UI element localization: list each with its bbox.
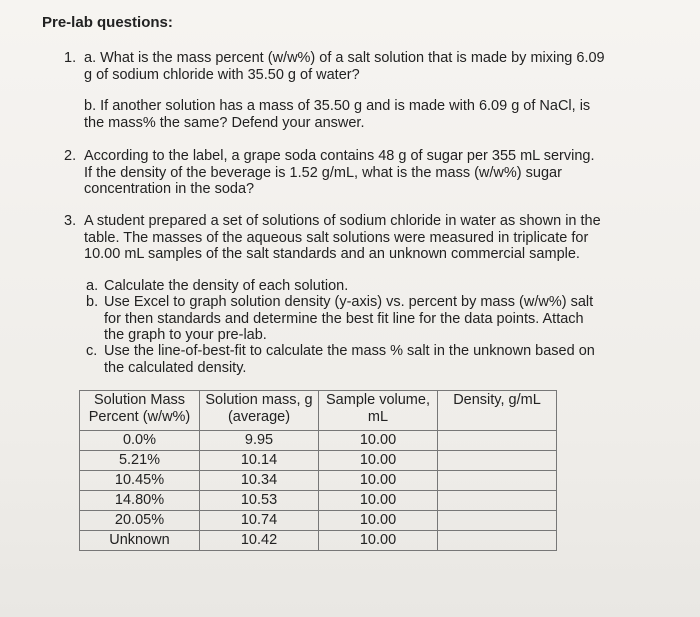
cell-sample-volume: 10.00	[319, 431, 438, 451]
cell-solution-mass: 10.42	[200, 531, 319, 551]
cell-sample-volume: 10.00	[319, 491, 438, 511]
header-density	[438, 391, 557, 431]
question-3c-line-1: Use the line-of-best-fit to calculate the mass % salt in the unknown based on	[104, 343, 595, 359]
question-1b	[84, 98, 590, 131]
cell-mass-percent: 14.80%	[80, 491, 200, 511]
question-3b	[104, 294, 593, 344]
question-2-line-1: According to the label, a grape soda contains 48 g of sugar per 355 mL serving.	[84, 148, 595, 164]
question-1b-line-1: b. If another solution has a mass of 35.50 g and is made with 6.09 g of NaCl, is	[84, 98, 591, 114]
question-3c-letter: c.	[86, 343, 98, 359]
header-density-line-1: Density, g/mL	[453, 392, 541, 408]
question-3c	[104, 343, 595, 376]
cell-density	[438, 511, 557, 531]
header-mass-percent-line-2: Percent (w/w%)	[88, 409, 191, 425]
cell-mass-percent: 0.0%	[80, 431, 200, 451]
cell-solution-mass: 9.95	[200, 431, 319, 451]
cell-solution-mass: 10.34	[200, 471, 319, 491]
table-row	[80, 471, 557, 491]
header-mass-percent	[80, 391, 200, 431]
question-3b-line-3: the graph to your pre-lab.	[104, 327, 267, 343]
header-sample-volume	[319, 391, 438, 431]
question-3	[84, 213, 601, 263]
cell-mass-percent: 5.21%	[80, 451, 200, 471]
header-solution-mass-line-1: Solution mass, g	[205, 392, 313, 408]
page-title: Pre-lab questions:	[42, 14, 173, 31]
cell-mass-percent: 20.05%	[80, 511, 200, 531]
question-3-number: 3.	[64, 213, 77, 229]
solutions-table	[79, 390, 557, 551]
question-3-line-2: table. The masses of the aqueous salt solutions were measured in triplicate for	[84, 229, 589, 246]
question-3b-line-2: for then standards and determine the best fit line for the data points. Attach	[104, 310, 584, 327]
question-2-number: 2.	[64, 148, 77, 164]
header-solution-mass	[200, 391, 319, 431]
question-1a-line-2: g of sodium chloride with 35.50 g of water?	[84, 66, 360, 83]
question-3-line-3: 10.00 mL samples of the salt standards and an unknown commercial sample.	[84, 246, 580, 262]
cell-density	[438, 491, 557, 511]
question-3a	[104, 278, 348, 295]
cell-sample-volume: 10.00	[319, 511, 438, 531]
question-1a	[84, 50, 605, 83]
cell-density	[438, 471, 557, 491]
table-row	[80, 531, 557, 551]
cell-solution-mass: 10.74	[200, 511, 319, 531]
cell-solution-mass: 10.53	[200, 491, 319, 511]
question-1a-line-1: a. What is the mass percent (w/w%) of a salt solution that is made by mixing 6.09	[84, 50, 605, 66]
cell-density	[438, 451, 557, 471]
header-mass-percent-line-1: Solution Mass	[93, 392, 186, 408]
question-3a-line-1: Calculate the density of each solution.	[104, 278, 349, 294]
question-3b-letter: b.	[86, 294, 99, 310]
table-row	[80, 431, 557, 451]
cell-sample-volume: 10.00	[319, 451, 438, 471]
table-row	[80, 491, 557, 511]
question-1b-line-2: the mass% the same? Defend your answer.	[84, 114, 365, 131]
table-row	[80, 511, 557, 531]
table-header-row	[80, 391, 557, 431]
cell-mass-percent: 10.45%	[80, 471, 200, 491]
question-3a-letter: a.	[86, 278, 99, 294]
question-2-line-2: If the density of the beverage is 1.52 g/mL, what is the mass (w/w%) sugar	[84, 164, 562, 181]
question-1-number: 1.	[64, 50, 77, 66]
table-row	[80, 451, 557, 471]
question-3b-line-1: Use Excel to graph solution density (y-axis) vs. percent by mass (w/w%) salt	[104, 294, 594, 310]
cell-density	[438, 431, 557, 451]
header-sample-volume-line-1: Sample volume,	[326, 392, 430, 408]
header-sample-volume-line-2: mL	[367, 409, 389, 425]
cell-sample-volume: 10.00	[319, 471, 438, 491]
question-2-line-3: concentration in the soda?	[84, 181, 255, 197]
header-solution-mass-line-2: (average)	[227, 409, 291, 425]
cell-solution-mass: 10.14	[200, 451, 319, 471]
cell-mass-percent: Unknown	[80, 531, 200, 551]
cell-density	[438, 531, 557, 551]
question-2	[84, 148, 595, 198]
question-3-line-1: A student prepared a set of solutions of sodium chloride in water as shown in the	[84, 213, 601, 229]
question-3c-line-2: the calculated density.	[104, 359, 247, 376]
cell-sample-volume: 10.00	[319, 531, 438, 551]
